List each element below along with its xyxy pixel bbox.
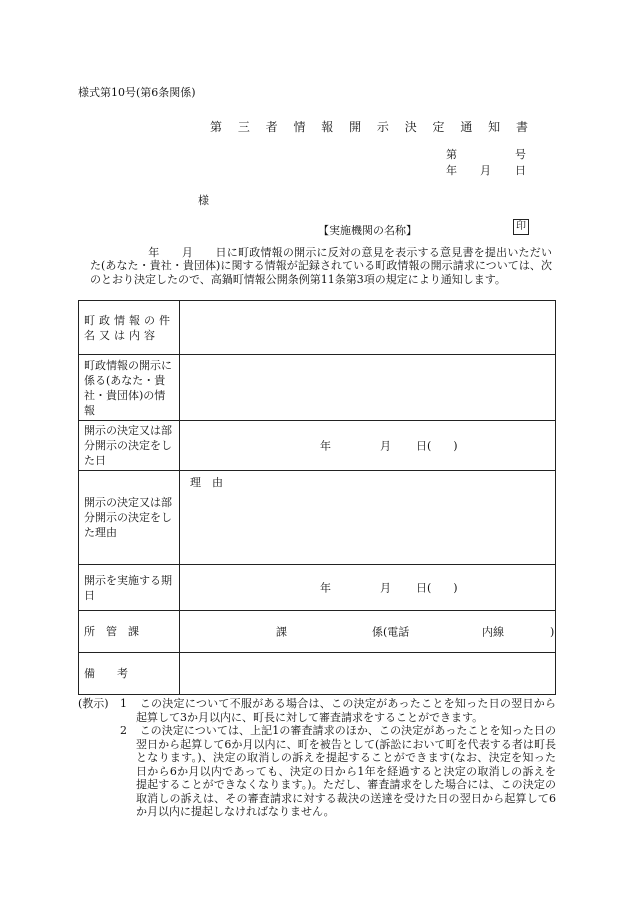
- instruction-item-1: 1 この決定について不服がある場合は、この決定があったことを知った日の翌日から起算して3か月以内に、町長に対して審査請求をすることができます。: [120, 697, 556, 724]
- issue-date-year: 年: [446, 164, 457, 177]
- intro-paragraph: [90, 246, 552, 286]
- table-row: [79, 421, 556, 471]
- intro-date: 年 月 日: [148, 246, 227, 259]
- table-row: [79, 301, 556, 355]
- label-remarks: 備 考: [79, 653, 180, 695]
- intro-text: に町政情報の開示に反対の意見を表示する意見書を提出いただいた(あなた・貴社・貴団体)に関する情報が記録されている町政情報の開示請求については、次のとおり決定したので、高鍋町情報公開条例第11条第3項の規定により通知します。: [90, 246, 553, 286]
- department-kakari: 係(電話: [372, 625, 410, 638]
- document-title: 第 三 者 情 報 開 示 決 定 通 知 書: [210, 120, 534, 134]
- label-decision-reason: 開示の決定又は部分開示の決定をした理由: [79, 471, 180, 565]
- agency-name-label: 【実施機関の名称】: [318, 224, 417, 237]
- table-row: [79, 471, 556, 565]
- decision-date-month: 月: [380, 439, 391, 452]
- issue-date: [446, 162, 526, 176]
- form-number: 様式第10号(第6条関係): [78, 86, 196, 99]
- implementation-date-month: 月: [380, 581, 391, 594]
- seal-mark: 印: [513, 219, 529, 235]
- department-close: ): [550, 625, 555, 638]
- value-department: [180, 611, 556, 653]
- value-related-info: [180, 355, 556, 421]
- label-decision-date: 開示の決定又は部分開示の決定をした日: [79, 421, 180, 471]
- value-decision-date: [180, 421, 556, 471]
- instruction-item-2: 2 この決定については、上記1の審査請求のほか、この決定があったことを知った日の翌日から起算して6か月以内に、町を被告として(訴訟において町を代表する者は町長となります。)、決定の取消しの訴えを提起することができます(なお、決定を知った日から6か月以内であっても、決定の日から1年を経過すると決定の取消しの訴えを提起することができなくなります。)。ただし、審査請求をした場合には、この決定の取消しの訴えは、その審査請求に対する裁決の送達を受けた日の翌日から起算して6か月以内に提起しなければなりません。: [120, 724, 556, 818]
- table-row: [79, 355, 556, 421]
- label-related-info: 町政情報の開示に係る(あなた・貴社・貴団体)の情報: [79, 355, 180, 421]
- table-row: [79, 565, 556, 611]
- reason-label: 理 由: [190, 476, 223, 489]
- decision-date-day: 日( ): [416, 439, 458, 452]
- document-number-label: 第: [446, 148, 457, 161]
- value-subject: [180, 301, 556, 355]
- notification-table: [78, 300, 556, 695]
- label-department: 所 管 課: [79, 611, 180, 653]
- document-number-suffix: 号: [515, 148, 526, 161]
- value-implementation-date: [180, 565, 556, 611]
- label-implementation-date: 開示を実施する期日: [79, 565, 180, 611]
- value-remarks: [180, 653, 556, 695]
- table-row: [79, 653, 556, 695]
- department-ka: 課: [276, 625, 287, 638]
- department-naisen: 内線: [482, 625, 504, 638]
- instruction-label: (教示): [78, 697, 109, 710]
- implementation-date-day: 日( ): [416, 581, 458, 594]
- table-row: [79, 611, 556, 653]
- recipient-suffix: 様: [198, 194, 209, 207]
- implementation-date-year: 年: [320, 581, 331, 594]
- decision-date-year: 年: [320, 439, 331, 452]
- issue-date-month: 月: [480, 164, 491, 177]
- value-decision-reason: [180, 471, 556, 565]
- label-subject: 町政情報の件名又は内容: [79, 301, 180, 355]
- issue-date-day: 日: [515, 164, 526, 177]
